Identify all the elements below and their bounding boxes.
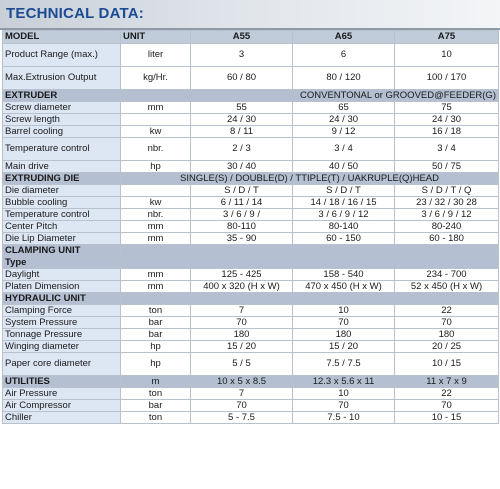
a55-value: 10 x 5 x 8.5 xyxy=(191,376,293,388)
a75-value: 10 - 15 xyxy=(395,412,499,424)
a65-value: 10 xyxy=(293,305,395,317)
table-row xyxy=(3,412,499,424)
row-label: Bubble cooling xyxy=(3,197,121,209)
unit-header: UNIT xyxy=(121,31,191,44)
row-unit: mm xyxy=(121,281,191,293)
spec-table xyxy=(2,30,499,424)
a55-value: 80-110 xyxy=(191,221,293,233)
table-header-row xyxy=(3,31,499,44)
page-header xyxy=(0,0,500,30)
a55-value: 70 xyxy=(191,317,293,329)
section-label: HYDRAULIC UNIT xyxy=(3,293,121,305)
row-unit: kw xyxy=(121,197,191,209)
table-row xyxy=(3,305,499,317)
a55-value: 30 / 40 xyxy=(191,161,293,173)
row-label: Die diameter xyxy=(3,185,121,197)
table-row xyxy=(3,221,499,233)
a75-value: 3 / 6 / 9 / 12 xyxy=(395,209,499,221)
row-label: Air Pressure xyxy=(3,388,121,400)
a75-value: 22 xyxy=(395,305,499,317)
row-unit: bar xyxy=(121,400,191,412)
row-label: Air Compressor xyxy=(3,400,121,412)
a75-value: 23 / 32 / 30 28 xyxy=(395,197,499,209)
model-header: MODEL xyxy=(3,31,121,44)
a65-value: 9 / 12 xyxy=(293,126,395,138)
table-row xyxy=(3,114,499,126)
table-row xyxy=(3,185,499,197)
a65-value: 60 - 150 xyxy=(293,233,395,245)
section-note: CONVENTONAL or GROOVED@FEEDER(G) xyxy=(121,90,499,102)
row-unit: bar xyxy=(121,317,191,329)
a75-value: 10 xyxy=(395,44,499,67)
section-clamping-unit xyxy=(3,245,499,257)
a65-value: 3 / 4 xyxy=(293,138,395,161)
table-row xyxy=(3,197,499,209)
a55-header: A55 xyxy=(191,31,293,44)
table-row xyxy=(3,161,499,173)
table-row xyxy=(3,329,499,341)
a65-value: 3 / 6 / 9 / 12 xyxy=(293,209,395,221)
a65-value: S / D / T xyxy=(293,185,395,197)
a75-value: 16 / 18 xyxy=(395,126,499,138)
a75-value: 234 - 700 xyxy=(395,269,499,281)
row-unit xyxy=(121,185,191,197)
section-type xyxy=(3,257,499,269)
row-label: System Pressure xyxy=(3,317,121,329)
row-unit: nbr. xyxy=(121,209,191,221)
a75-value: 52 x 450 (H x W) xyxy=(395,281,499,293)
table-row xyxy=(3,269,499,281)
table-row xyxy=(3,233,499,245)
a55-value: 55 xyxy=(191,102,293,114)
row-unit: mm xyxy=(121,269,191,281)
table-row xyxy=(3,400,499,412)
a55-value: 400 x 320 (H x W) xyxy=(191,281,293,293)
row-unit: ton xyxy=(121,412,191,424)
row-label: Center Pitch xyxy=(3,221,121,233)
row-unit xyxy=(121,114,191,126)
a75-value: 22 xyxy=(395,388,499,400)
a55-value: S / D / T xyxy=(191,185,293,197)
a55-value: 180 xyxy=(191,329,293,341)
row-label: Daylight xyxy=(3,269,121,281)
section-label: EXTRUDING DIE xyxy=(3,173,121,185)
row-label: Temperature control xyxy=(3,209,121,221)
row-unit: kg/Hr. xyxy=(121,67,191,90)
row-label: Max.Extrusion Output xyxy=(3,67,121,90)
section-fill xyxy=(121,293,499,305)
row-unit: nbr. xyxy=(121,138,191,161)
section-hydraulic-unit xyxy=(3,293,499,305)
a75-value: 70 xyxy=(395,400,499,412)
a55-value: 2 / 3 xyxy=(191,138,293,161)
row-unit: bar xyxy=(121,329,191,341)
a55-value: 5 / 5 xyxy=(191,353,293,376)
row-label: Platen Dimension xyxy=(3,281,121,293)
row-unit: mm xyxy=(121,102,191,114)
row-label: Screw diameter xyxy=(3,102,121,114)
table-row xyxy=(3,317,499,329)
section-extruding-die xyxy=(3,173,499,185)
section-label: UTILITIES xyxy=(3,376,121,388)
a75-value: 50 / 75 xyxy=(395,161,499,173)
row-unit: mm xyxy=(121,233,191,245)
row-label: Temperature control xyxy=(3,138,121,161)
a75-value: 3 / 4 xyxy=(395,138,499,161)
section-utilities xyxy=(3,376,499,388)
row-label: Die Lip Diameter xyxy=(3,233,121,245)
row-label: Winging diameter xyxy=(3,341,121,353)
a75-value: 20 / 25 xyxy=(395,341,499,353)
a55-value: 3 / 6 / 9 / xyxy=(191,209,293,221)
a65-header: A65 xyxy=(293,31,395,44)
a55-value: 7 xyxy=(191,388,293,400)
a75-value: 80-240 xyxy=(395,221,499,233)
a55-value: 15 / 20 xyxy=(191,341,293,353)
a75-value: 60 - 180 xyxy=(395,233,499,245)
row-label: Chiller xyxy=(3,412,121,424)
row-unit: mm xyxy=(121,221,191,233)
a75-value: 24 / 30 xyxy=(395,114,499,126)
a55-value: 24 / 30 xyxy=(191,114,293,126)
a75-value: 100 / 170 xyxy=(395,67,499,90)
a65-value: 15 / 20 xyxy=(293,341,395,353)
a75-value: 11 x 7 x 9 xyxy=(395,376,499,388)
a65-value: 40 / 50 xyxy=(293,161,395,173)
table-row xyxy=(3,138,499,161)
a75-value: 10 / 15 xyxy=(395,353,499,376)
row-unit: kw xyxy=(121,126,191,138)
section-label: EXTRUDER xyxy=(3,90,121,102)
a75-value: 180 xyxy=(395,329,499,341)
a55-value: 8 / 11 xyxy=(191,126,293,138)
table-row xyxy=(3,353,499,376)
row-unit: hp xyxy=(121,161,191,173)
row-label: Barrel cooling xyxy=(3,126,121,138)
a65-value: 470 x 450 (H x W) xyxy=(293,281,395,293)
row-unit: m xyxy=(121,376,191,388)
table-row xyxy=(3,341,499,353)
table-row xyxy=(3,67,499,90)
table-row xyxy=(3,388,499,400)
table-row xyxy=(3,209,499,221)
a55-value: 6 / 11 / 14 xyxy=(191,197,293,209)
section-extruder xyxy=(3,90,499,102)
row-label: Clamping Force xyxy=(3,305,121,317)
a65-value: 70 xyxy=(293,400,395,412)
a55-value: 70 xyxy=(191,400,293,412)
row-label: Tonnage Pressure xyxy=(3,329,121,341)
a75-value: 75 xyxy=(395,102,499,114)
section-fill xyxy=(121,245,499,257)
row-label: Product Range (max.) xyxy=(3,44,121,67)
a65-value: 80-140 xyxy=(293,221,395,233)
row-label: Main drive xyxy=(3,161,121,173)
a65-value: 24 / 30 xyxy=(293,114,395,126)
row-unit: hp xyxy=(121,353,191,376)
a65-value: 158 - 540 xyxy=(293,269,395,281)
row-unit: ton xyxy=(121,388,191,400)
a75-value: 70 xyxy=(395,317,499,329)
row-unit: liter xyxy=(121,44,191,67)
a65-value: 7.5 / 7.5 xyxy=(293,353,395,376)
row-unit: hp xyxy=(121,341,191,353)
a55-value: 125 - 425 xyxy=(191,269,293,281)
table-row xyxy=(3,44,499,67)
section-note: SINGLE(S) / DOUBLE(D) / TTIPLE(T) / UAKRUPLE(Q)HEAD xyxy=(121,173,499,185)
table-row xyxy=(3,102,499,114)
a65-value: 6 xyxy=(293,44,395,67)
a65-value: 7.5 - 10 xyxy=(293,412,395,424)
a75-value: S / D / T / Q xyxy=(395,185,499,197)
a55-value: 7 xyxy=(191,305,293,317)
section-label: CLAMPING UNIT xyxy=(3,245,121,257)
a65-value: 10 xyxy=(293,388,395,400)
a65-value: 70 xyxy=(293,317,395,329)
a65-value: 14 / 18 / 16 / 15 xyxy=(293,197,395,209)
a55-value: 60 / 80 xyxy=(191,67,293,90)
table-row xyxy=(3,281,499,293)
section-label: Type xyxy=(3,257,121,269)
section-fill xyxy=(121,257,499,269)
a65-value: 180 xyxy=(293,329,395,341)
a75-header: A75 xyxy=(395,31,499,44)
a65-value: 80 / 120 xyxy=(293,67,395,90)
a65-value: 12.3 x 5.6 x 11 xyxy=(293,376,395,388)
row-label: Screw length xyxy=(3,114,121,126)
a55-value: 35 - 90 xyxy=(191,233,293,245)
a55-value: 5 - 7.5 xyxy=(191,412,293,424)
row-unit: ton xyxy=(121,305,191,317)
a55-value: 3 xyxy=(191,44,293,67)
table-row xyxy=(3,126,499,138)
a65-value: 65 xyxy=(293,102,395,114)
page-title: TECHNICAL DATA: xyxy=(6,5,144,22)
row-label: Paper core diameter xyxy=(3,353,121,376)
